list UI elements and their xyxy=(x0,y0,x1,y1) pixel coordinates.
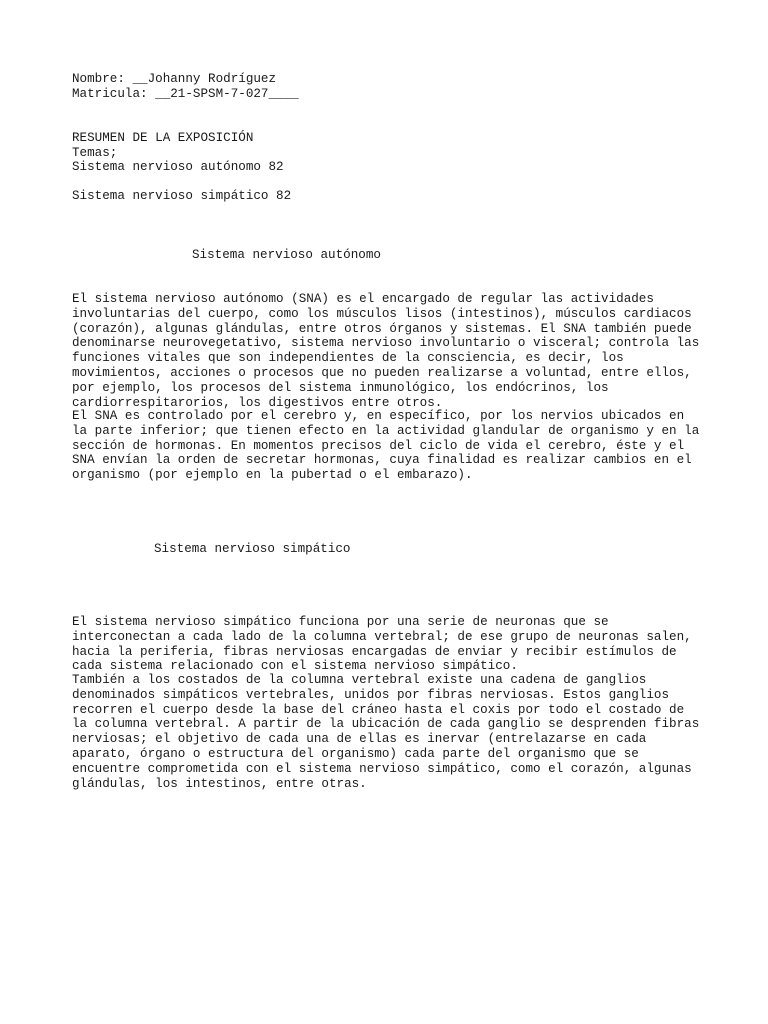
topics-label: Temas; xyxy=(72,146,118,160)
student-name-line: Nombre: __Johanny Rodríguez xyxy=(72,72,277,86)
paragraph-line: organismo (por ejemplo en la pubertad o el embarazo). xyxy=(72,468,473,483)
paragraph-line: involuntarias del cuerpo, como los músculos lisos (intestinos), músculos cardiacos xyxy=(72,306,692,321)
paragraph-line: (corazón), algunas glándulas, entre otros órganos y sistemas. El SNA también puede xyxy=(72,321,692,336)
paragraph-line: encuentre comprometida con el sistema nervioso simpático, como el corazón, algunas xyxy=(72,761,692,776)
paragraph-line: El SNA es controlado por el cerebro y, en específico, por los nervios ubicados en xyxy=(72,409,685,423)
paragraph-line: cardiorrespitarorios, los digestivos entre otros. xyxy=(72,395,443,410)
paragraph-line: denominarse neurovegetativo, sistema nervioso involuntario o visceral; controla las xyxy=(72,336,700,351)
paragraph-sympathetic-1 xyxy=(72,615,712,674)
section-heading-sympathetic: Sistema nervioso simpático xyxy=(154,542,351,556)
paragraph-line: recorren el cuerpo desde la base del cráneo hasta el coxis por todo el costado de xyxy=(72,702,685,717)
paragraph-line: por ejemplo, los procesos del sistema inmunológico, los endócrinos, los xyxy=(72,380,609,395)
paragraph-autonomic-2 xyxy=(72,409,712,483)
student-id-line: Matricula: __21-SPSM-7-027____ xyxy=(72,87,299,101)
topic-item: Sistema nervioso autónomo 82 xyxy=(72,160,284,174)
paragraph-line: funciones vitales que son independientes de la consciencia, es decir, los xyxy=(72,351,624,366)
paragraph-line: El sistema nervioso simpático funciona por una serie de neuronas que se xyxy=(72,615,609,629)
paragraph-sympathetic-2 xyxy=(72,673,712,791)
paragraph-line: aparato, órgano o estructura del organismo) cada parte del organismo que se xyxy=(72,746,639,761)
paragraph-line: interconectan a cada lado de la columna vertebral; de ese grupo de neuronas salen, xyxy=(72,629,692,644)
topic-item: Sistema nervioso simpático 82 xyxy=(72,189,292,203)
paragraph-line: sección de hormonas. En momentos precisos del ciclo de vida el cerebro, éste y el xyxy=(72,438,685,453)
paragraph-line: nerviosas; el objetivo de cada una de ellas es inervar (entrelazarse en cada xyxy=(72,732,647,747)
paragraph-line: SNA envían la orden de secretar hormonas, cuya finalidad es realizar cambios en el xyxy=(72,453,692,468)
paragraph-line: cada sistema relacionado con el sistema nervioso simpático. xyxy=(72,659,518,674)
section-heading-autonomic: Sistema nervioso autónomo xyxy=(192,248,381,262)
paragraph-line: denominados simpáticos vertebrales, unidos por fibras nerviosas. Estos ganglios xyxy=(72,687,670,702)
paragraph-line: También a los costados de la columna vertebral existe una cadena de ganglios xyxy=(72,673,647,687)
paragraph-line: hacia la periferia, fibras nerviosas encargadas de enviar y recibir estímulos de xyxy=(72,644,677,659)
paragraph-autonomic-1 xyxy=(72,292,712,410)
paragraph-line: movimientos, acciones o procesos que no pueden realizarse a voluntad, entre ellos, xyxy=(72,365,692,380)
paragraph-line: glándulas, los intestinos, entre otras. xyxy=(72,776,367,791)
paragraph-line: la parte inferior; que tienen efecto en la actividad glandular de organismo y en la xyxy=(72,423,700,438)
summary-heading: RESUMEN DE LA EXPOSICIÓN xyxy=(72,131,254,145)
paragraph-line: la columna vertebral. A partir de la ubicación de cada ganglio se desprenden fibras xyxy=(72,717,700,732)
paragraph-line: El sistema nervioso autónomo (SNA) es el encargado de regular las actividades xyxy=(72,292,654,306)
